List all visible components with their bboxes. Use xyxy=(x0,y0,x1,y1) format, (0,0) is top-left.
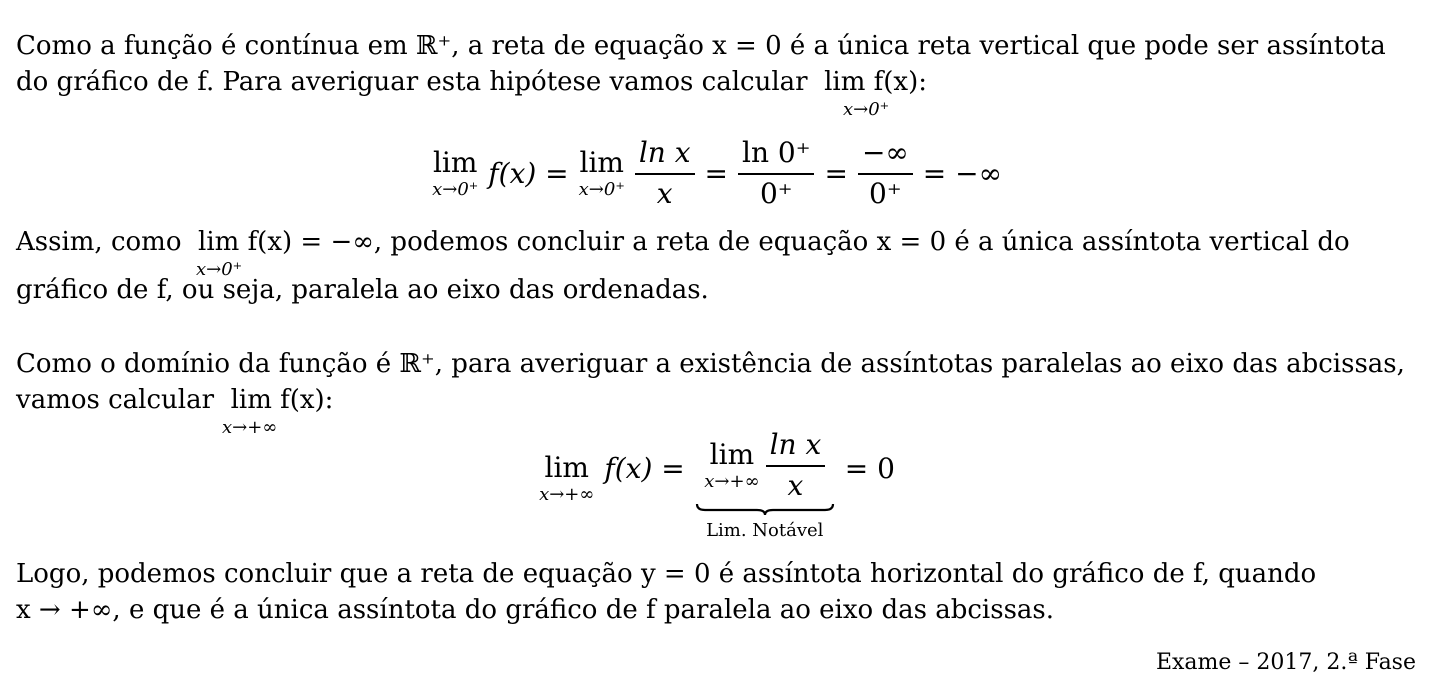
underbrace-group xyxy=(695,430,835,541)
fraction-numerator: ln 0⁺ xyxy=(738,138,814,175)
fraction-denominator: 0⁺ xyxy=(869,176,902,210)
equals-sign: = xyxy=(824,157,848,191)
equation-limit-infinity xyxy=(0,430,1434,541)
limit-subscript: x→0⁺ xyxy=(843,99,890,120)
paragraph-text: do gráfico de f. Para averiguar esta hipótese vamos calcular lim f(x): xyxy=(16,67,927,97)
fraction-denominator: x xyxy=(656,176,673,210)
fraction-numerator: −∞ xyxy=(858,138,913,175)
limit-operator xyxy=(704,437,760,492)
limit-label: lim xyxy=(544,451,589,484)
limit-subscript: x→0⁺ xyxy=(432,178,479,200)
limit-subscript: x→+∞ xyxy=(539,484,595,505)
paragraph-line xyxy=(16,224,1416,280)
paragraph-line xyxy=(16,382,1416,438)
paragraph-line: Como o domínio da função é ℝ⁺, para averiguar a existência de assíntotas paralelas ao eixo das abcissas, xyxy=(16,349,1405,379)
fraction-numerator: ln x xyxy=(766,430,826,467)
paragraph-line: x → +∞, e que é a única assíntota do gráfico de f paralela ao eixo das abcissas. xyxy=(16,595,1055,625)
equation-result: = −∞ xyxy=(922,157,1002,191)
paragraph-continuity xyxy=(16,28,1416,120)
limit-label: lim xyxy=(579,145,624,179)
paragraph-line: gráfico de f, ou seja, paralela ao eixo das ordenadas. xyxy=(16,275,709,305)
paragraph-text: Assim, como lim f(x) = −∞, podemos concluir a reta de equação x = 0 é a única assíntota vertical do xyxy=(16,227,1350,257)
limit-label: lim xyxy=(432,145,478,179)
limit-subscript: x→0⁺ xyxy=(196,259,243,280)
exam-reference: Exame – 2017, 2.ª Fase xyxy=(1155,650,1416,675)
fraction xyxy=(858,138,913,210)
limit-operator xyxy=(432,145,479,200)
fraction-denominator: x xyxy=(787,468,804,502)
paragraph-line xyxy=(16,64,1416,120)
paragraph-line: Como a função é contínua em ℝ⁺, a reta de equação x = 0 é a única reta vertical que pode ser assíntota xyxy=(16,31,1386,61)
paragraph-vertical-asymptote xyxy=(16,224,1416,308)
limit-subscript: x→+∞ xyxy=(704,470,760,492)
fraction xyxy=(635,138,695,210)
equals-sign: = xyxy=(704,157,728,191)
function-expression: f(x) = xyxy=(488,157,569,191)
fraction-denominator: 0⁺ xyxy=(759,176,793,210)
limit-operator xyxy=(578,145,625,200)
fraction xyxy=(766,430,826,502)
equation-limit-zero xyxy=(0,138,1434,210)
limit-operator xyxy=(539,451,595,505)
underbrace-icon xyxy=(695,502,835,516)
fraction-numerator: ln x xyxy=(635,138,695,175)
underbrace-label: Lim. Notável xyxy=(706,519,824,541)
limit-subscript: x→0⁺ xyxy=(578,178,625,200)
paragraph-text: vamos calcular lim f(x): xyxy=(16,385,334,415)
paragraph-line: Logo, podemos concluir que a reta de equação y = 0 é assíntota horizontal do gráfico de f, quando xyxy=(16,559,1317,589)
equation-result: = 0 xyxy=(844,452,895,485)
function-expression: f(x) = xyxy=(604,452,685,485)
paragraph-horizontal-asymptote xyxy=(16,556,1416,628)
limit-label: lim xyxy=(709,437,755,471)
fraction xyxy=(738,138,814,210)
paragraph-domain xyxy=(16,346,1416,438)
limit-subscript: x→+∞ xyxy=(222,417,278,438)
